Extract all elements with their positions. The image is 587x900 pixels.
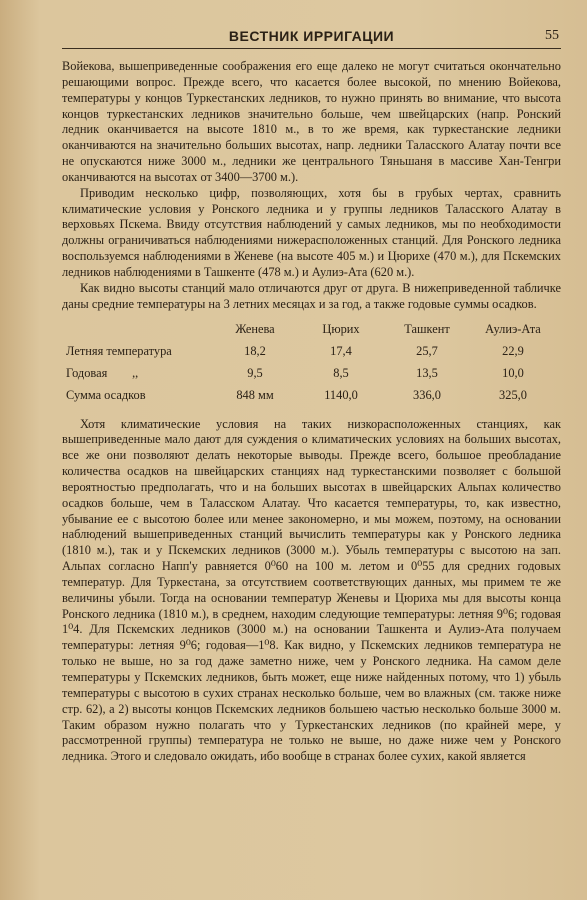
table-row (66, 385, 556, 407)
paragraph-2: Приводим несколько цифр, позволяющих, хотя бы в грубых чертах, сравнить климатические условия у Ронского ледника и у группы ледников Таласского Алатау в верховьях Пскема. Ввиду отсутствия наблюдений у самых ледников, мы по необходимости должны ограничиваться наблюдениями нижерасположенных станций. Для Ронского ледника воспользуемся наблюдениями в Женеве (на высоте 405 м.) и Цюрихе (470 м.), для Пскемских ледников наблюдениями в Ташкенте (478 м.) и Аулиэ-Ата (620 м.). (62, 185, 561, 279)
page-number: 55 (545, 28, 559, 43)
climate-table (66, 319, 556, 407)
running-header (62, 26, 561, 49)
paragraph-1: Войекова, вышеприведенные соображения его еще далеко не могут считаться окончательно решающими вопрос. Прежде всего, что касается более высокой, по мнению Войекова, температуры у концов Туркестанских ледников, то нужно принять во внимание, что высота концов туркестанских ледников значительно больше, чем швейцарских (напр. Ронский ледник оканчивается на высоте 1810 м., в то же время, как туркестанские ледники оканчиваются на значительно больших высотах, напр. ледники Таласского Алатау почти все не опускаются ниже 3000 м., ледники же центрального Тяньшаня в массиве Хан-Тенгри оканчиваются на высотах от 3400—3700 м.). (62, 59, 561, 184)
table-cell: 1140,0 (324, 388, 358, 402)
table-cell: 13,5 (416, 366, 438, 380)
table-cell: 9,5 (247, 366, 263, 380)
row-label: Летняя температура (66, 344, 172, 358)
table-cell: 8,5 (333, 366, 349, 380)
table-row (66, 341, 556, 363)
table-row (66, 363, 556, 385)
table-cell: 17,4 (330, 344, 352, 358)
column-header: Цюрих (322, 322, 360, 336)
table-cell: 336,0 (413, 388, 441, 402)
column-header: Женева (235, 322, 275, 336)
paragraph-3: Как видно высоты станций мало отличаются друг от друга. В нижеприведенной табличке даны средние температуры на 3 летних месяцах и за год, а также годовые суммы осадков. (62, 280, 561, 311)
table-cell: 25,7 (416, 344, 438, 358)
journal-title: ВЕСТНИК ИРРИГАЦИИ (228, 28, 395, 44)
table-cell: 848 мм (236, 388, 274, 402)
column-header: Аулиэ-Ата (485, 322, 541, 336)
table-cell: 10,0 (502, 366, 524, 380)
row-label: Годовая ,, (66, 366, 139, 380)
column-header: Ташкент (404, 322, 450, 336)
table-header-row (66, 319, 556, 341)
table-cell: 22,9 (502, 344, 524, 358)
table-header-blank (66, 319, 212, 341)
table-cell: 18,2 (244, 344, 266, 358)
row-label: Сумма осадков (66, 388, 146, 402)
table-cell: 325,0 (499, 388, 527, 402)
paragraph-4: Хотя климатические условия на таких низкорасположенных станциях, как вышеприведенные мало дают для суждения о климатических условиях на больших высотах, все же они позволяют делать некоторые выводы. Прежде всего, большое преобладание количества осадков на швейцарских станциях над туркестанскими позволяет с большой вероятностью предполагать, что и на больших высотах в швейцарских Альпах количество осадков больше, чем в Таласском Алатау. Что касается температуры, то, как известно, убывание ее с высотою более или менее закономерно, и мы можем, поэтому, на основании наблюдений вышеприведенных станций вычислить температуры как у Ронского ледника (1810 м.), так и у Пскемских ледников (3000 м.). Убыль температуры с высотою на зап. Альпах согласно Напп'у равняется 0⁰60 на 100 м. летом и 0⁰55 для средних годовых температур. Для Туркестана, за отсутствием соответствующих данных, мы примем те же величины убыли. Тогда на основании температур Женевы и Цюриха мы для высоты конца Ронского ледника (1810 м.), в среднем, находим следующие температуры: летняя 9⁰6; годовая 1⁰4. Для Пскемских ледников (3000 м.) на основании Ташкента и Аулиэ-Ата получаем температуры: летняя 9⁰6; годовая—1⁰8. Как видно, у Пскемских ледников температура не только не выше, но за год даже заметно ниже, чем у Ронского ледника. На самом деле температуры у Пскемских ледников, быть может, еще ниже найденных потому, что 1) убыль температуры с высотою в сухих странах несколько больше, чем во влажных (см. также ниже стр. 62), а 2) высоты концов Пскемских ледников большею частью несколько больше 3000 м. Таким образом нужно полагать что у Туркестанских ледников (по крайней мере, у рассмотренной группы) температура не только не выше, но даже ниже чем у Ронского ледника. Этого и следовало ожидать, ибо вообще в странах более сухих, какой является (62, 416, 561, 764)
